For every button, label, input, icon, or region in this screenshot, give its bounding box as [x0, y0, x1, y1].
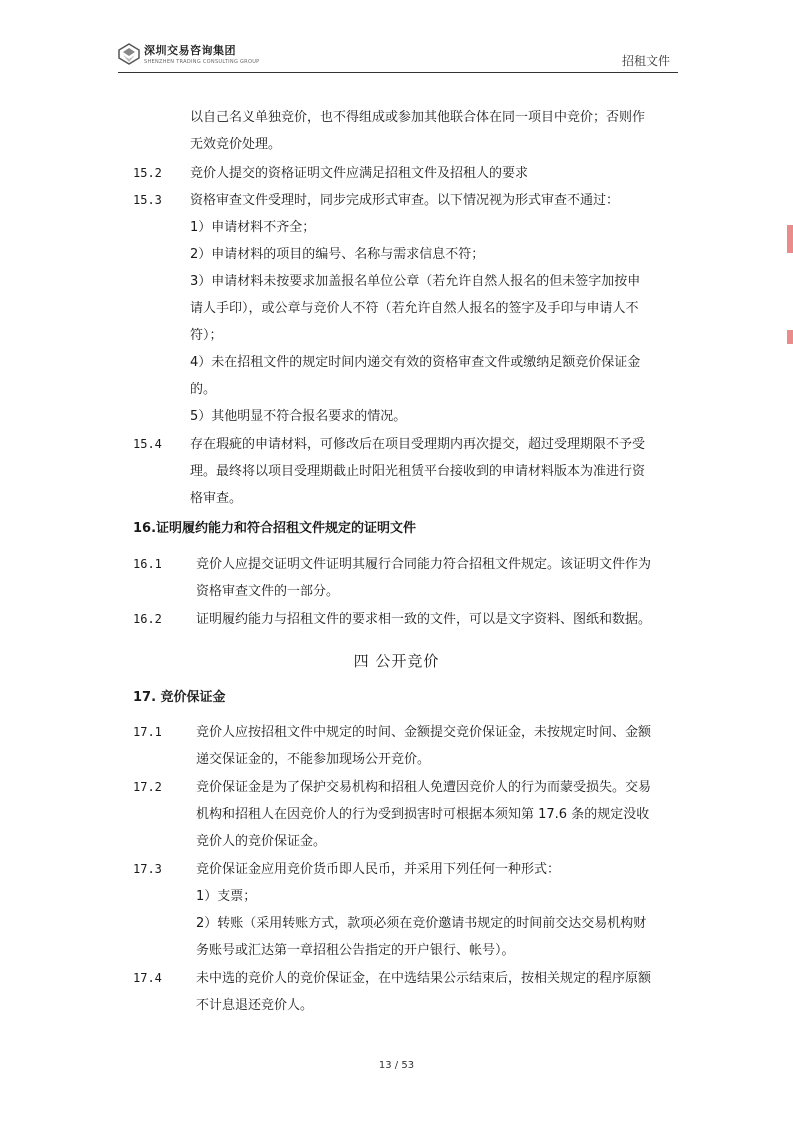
text-line: 请人手印），或公章与竞价人不符（若允许自然人报名的签字及手印与申请人不: [190, 301, 639, 316]
text-line: 机构和招租人在因竞价人的行为受到损害时可根据本须知第 17.6 条的规定没收: [196, 807, 650, 822]
clause-number: 15.4: [133, 437, 162, 451]
text-line: 务账号或汇达第一章招租公告指定的开户银行、帐号）。: [196, 943, 515, 958]
list-item: 1）支票；: [196, 889, 257, 904]
text-line: 不计息退还竞价人。: [196, 998, 314, 1013]
clause-number: 15.3: [133, 193, 162, 207]
scan-edge-mark: [787, 330, 793, 344]
text-line: 竞价保证金是为了保护交易机构和招租人免遭因竞价人的行为而蒙受损失。交易: [196, 780, 652, 795]
clause-number: 17.2: [133, 780, 162, 794]
text-line: 理。最终将以项目受理期截止时阳光租赁平台接收到的申请材料版本为准进行资: [190, 464, 646, 479]
section-heading: 17. 竞价保证金: [133, 690, 226, 705]
text-line: 竞价人应提交证明文件证明其履行合同能力符合招租文件规定。该证明文件作为: [196, 557, 652, 572]
section-heading: 16.证明履约能力和符合招租文件规定的证明文件: [133, 521, 417, 536]
text-line: 资格审查文件的一部分。: [196, 584, 340, 599]
company-name-en: SHENZHEN TRADING CONSULTING GROUP: [144, 59, 260, 65]
clause-number: 15.2: [133, 166, 162, 180]
text-line: 格审查。: [190, 491, 243, 506]
text-line: 未中选的竞价人的竞价保证金，在中选结果公示结束后，按相关规定的程序原额: [196, 971, 652, 986]
text-line: 资格审查文件受理时，同步完成形式审查。以下情况视为形式审查不通过：: [190, 193, 620, 208]
text-line: 符）；: [190, 328, 223, 343]
text-line: 存在瑕疵的申请材料，可修改后在项目受理期内再次提交，超过受理期限不予受: [190, 437, 646, 452]
text-line: 递交保证金的，不能参加现场公开竞价。: [196, 752, 431, 767]
clause-number: 17.1: [133, 725, 162, 739]
text-line: 证明履约能力与招租文件的要求相一致的文件，可以是文字资料、图纸和数据。: [196, 612, 652, 627]
text-line: 无效竞价处理。: [190, 137, 282, 152]
clause-number: 16.1: [133, 557, 162, 571]
list-item: 2）转账（采用转账方式，款项必须在竞价邀请书规定的时间前交达交易机构财: [196, 916, 647, 931]
document-type-label: 招租文件: [621, 54, 670, 68]
chapter-title: 四 公开竞价: [353, 652, 440, 670]
text-line: 竞价保证金应用竞价货币即人民币，并采用下列任何一种形式：: [196, 862, 561, 877]
page-number: 13 / 53: [378, 1060, 415, 1071]
list-item: 1）申请材料不齐全；: [190, 220, 316, 235]
list-item: 3）申请材料未按要求加盖报名单位公章（若允许自然人报名的但未签字加按申: [190, 274, 641, 289]
list-item: 5）其他明显不符合报名要求的情况。: [190, 409, 407, 424]
page-header: [118, 38, 678, 73]
text-line: 以自己名义单独竞价，也不得组成或参加其他联合体在同一项目中竞价；否则作: [190, 110, 646, 125]
scan-edge-mark: [787, 225, 793, 253]
list-item: 2）申请材料的项目的编号、名称与需求信息不符；: [190, 247, 485, 262]
text-line: 竞价人应按招租文件中规定的时间、金额提交竞价保证金，未按规定时间、金额: [196, 725, 652, 740]
clause-number: 16.2: [133, 612, 162, 626]
company-logo: [118, 42, 259, 65]
text-line: 竞价人提交的资格证明文件应满足招租文件及招租人的要求: [190, 166, 529, 181]
list-item: 4）未在招租文件的规定时间内递交有效的资格审查文件或缴纳足额竞价保证金: [190, 355, 641, 370]
text-line: 竞价人的竞价保证金。: [196, 834, 327, 849]
clause-number: 17.3: [133, 862, 162, 876]
company-name-cn: 深圳交易咨询集团: [144, 44, 236, 57]
text-line: 的。: [190, 382, 217, 397]
clause-number: 17.4: [133, 971, 162, 985]
company-logo-icon: [118, 43, 140, 65]
